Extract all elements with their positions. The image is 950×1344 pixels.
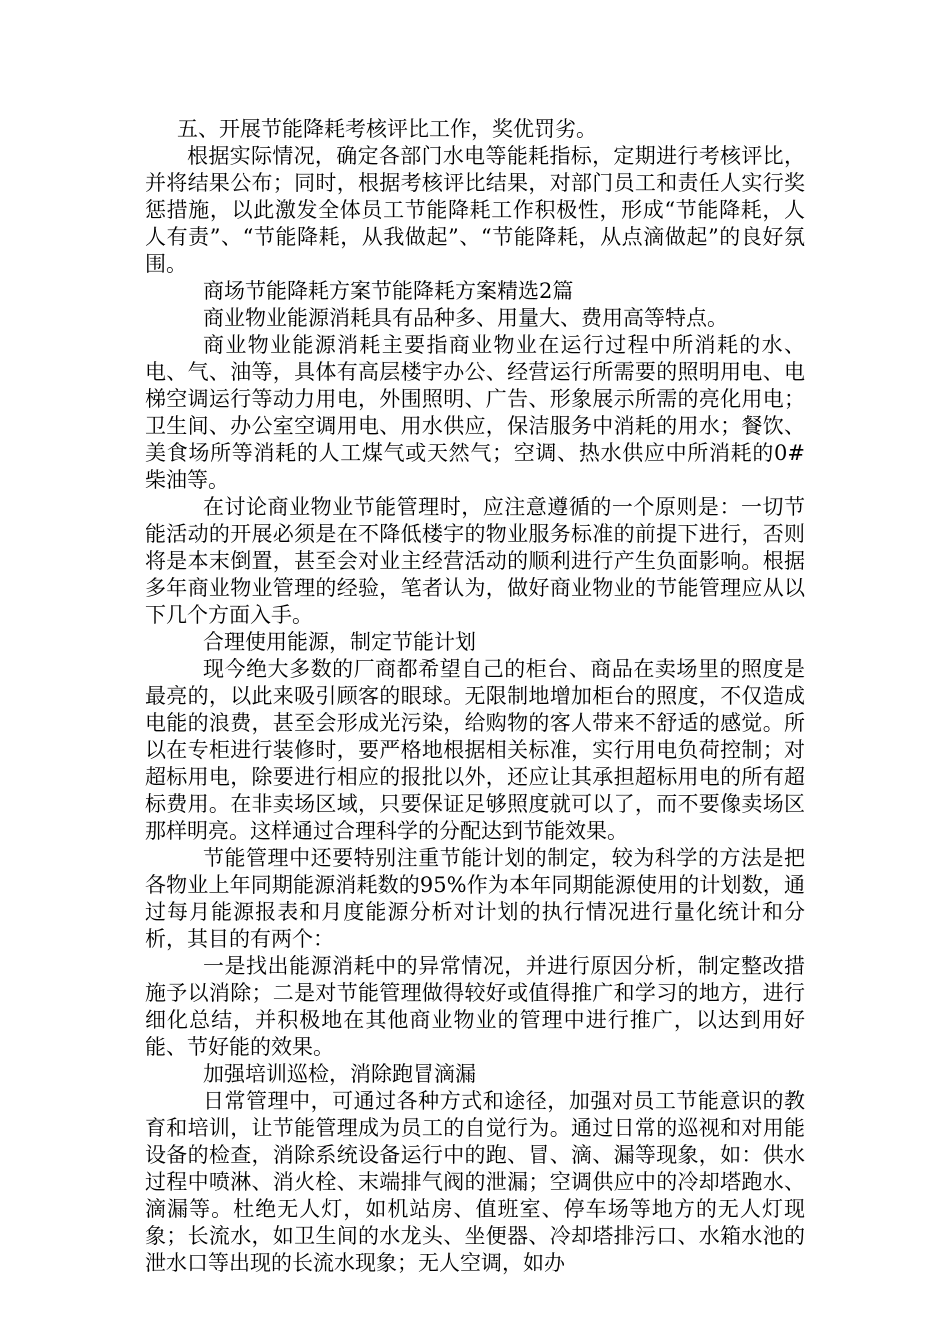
paragraph-plan: 节能管理中还要特别注重节能计划的制定，较为科学的方法是把各物业上年同期能源消耗数的95%作为本年同期能源使用的计划数，通过每月能源报表和月度能源分析对计划的执行情况进行量化统计和分析，其目的有两个：: [145, 846, 805, 951]
subheading-training: 加强培训巡检，消除跑冒滴漏: [203, 1062, 476, 1086]
paragraph-training: 日常管理中，可通过各种方式和途径，加强对员工节能意识的教育和培训，让节能管理成为员工的自觉行为。通过日常的巡视和对用能设备的检查，消除系统设备运行中的跑、冒、滴、漏等现象，如：供水过程中喷淋、消火栓、末端排气阀的泄漏；空调供应中的冷却塔跑水、滴漏等。杜绝无人灯，如机站房、值班室、停车场等地方的无人灯现象；长流水，如卫生间的水龙头、坐便器、冷却塔排污口、水箱水池的泄水口等出现的长流水现象；无人空调，如办: [145, 1089, 805, 1275]
paragraph-features: 商业物业能源消耗具有品种多、用量大、费用高等特点。: [203, 306, 728, 330]
paragraph-assessment: 根据实际情况，确定各部门水电等能耗指标，定期进行考核评比，并将结果公布；同时，根据考核评比结果，对部门员工和责任人实行奖惩措施，以此激发全体员工节能降耗工作积极性，形成“节能降耗，人人有责”、“节能降耗，从我做起”、“节能降耗，从点滴做起”的良好氛围。: [145, 144, 805, 276]
subheading-plan: 合理使用能源，制定节能计划: [203, 630, 476, 654]
paragraph-consumption: 商业物业能源消耗主要指商业物业在运行过程中所消耗的水、电、气、油等，具体有高层楼宇办公、经营运行所需要的照明用电、电梯空调运行等动力用电，外围照明、广告、形象展示所需的亮化用电；卫生间、办公室空调用电、用水供应，保洁服务中消耗的用水；餐饮、美食场所等消耗的人工煤气或天然气；空调、热水供应中所消耗的0#柴油等。: [145, 333, 805, 492]
paragraph-purpose: 一是找出能源消耗中的异常情况，并进行原因分析，制定整改措施予以消除；二是对节能管理做得较好或值得推广和学习的地方，进行细化总结，并积极地在其他商业物业的管理中进行推广，以达到用好能、节好能的效果。: [145, 954, 805, 1059]
paragraph-lighting: 现今绝大多数的厂商都希望自己的柜台、商品在卖场里的照度是最亮的，以此来吸引顾客的眼球。无限制地增加柜台的照度，不仅造成电能的浪费，甚至会形成光污染，给购物的客人带来不舒适的感觉。所以在专柜进行装修时，要严格地根据相关标准，实行用电负荷控制；对超标用电，除要进行相应的报批以外，还应让其承担超标用电的所有超标费用。在非卖场区域，只要保证足够照度就可以了，而不要像卖场区那样明亮。这样通过合理科学的分配达到节能效果。: [145, 657, 805, 843]
article-title: 商场节能降耗方案节能降耗方案精选2篇: [203, 279, 574, 303]
document-page: [145, 116, 805, 1277]
section-heading-5: 五、开展节能降耗考核评比工作，奖优罚劣。: [177, 117, 597, 141]
paragraph-principle: 在讨论商业物业节能管理时，应注意遵循的一个原则是：一切节能活动的开展必须是在不降低楼宇的物业服务标准的前提下进行，否则将是本末倒置，甚至会对业主经营活动的顺利进行产生负面影响。根据多年商业物业管理的经验，笔者认为，做好商业物业的节能管理应从以下几个方面入手。: [145, 495, 805, 627]
